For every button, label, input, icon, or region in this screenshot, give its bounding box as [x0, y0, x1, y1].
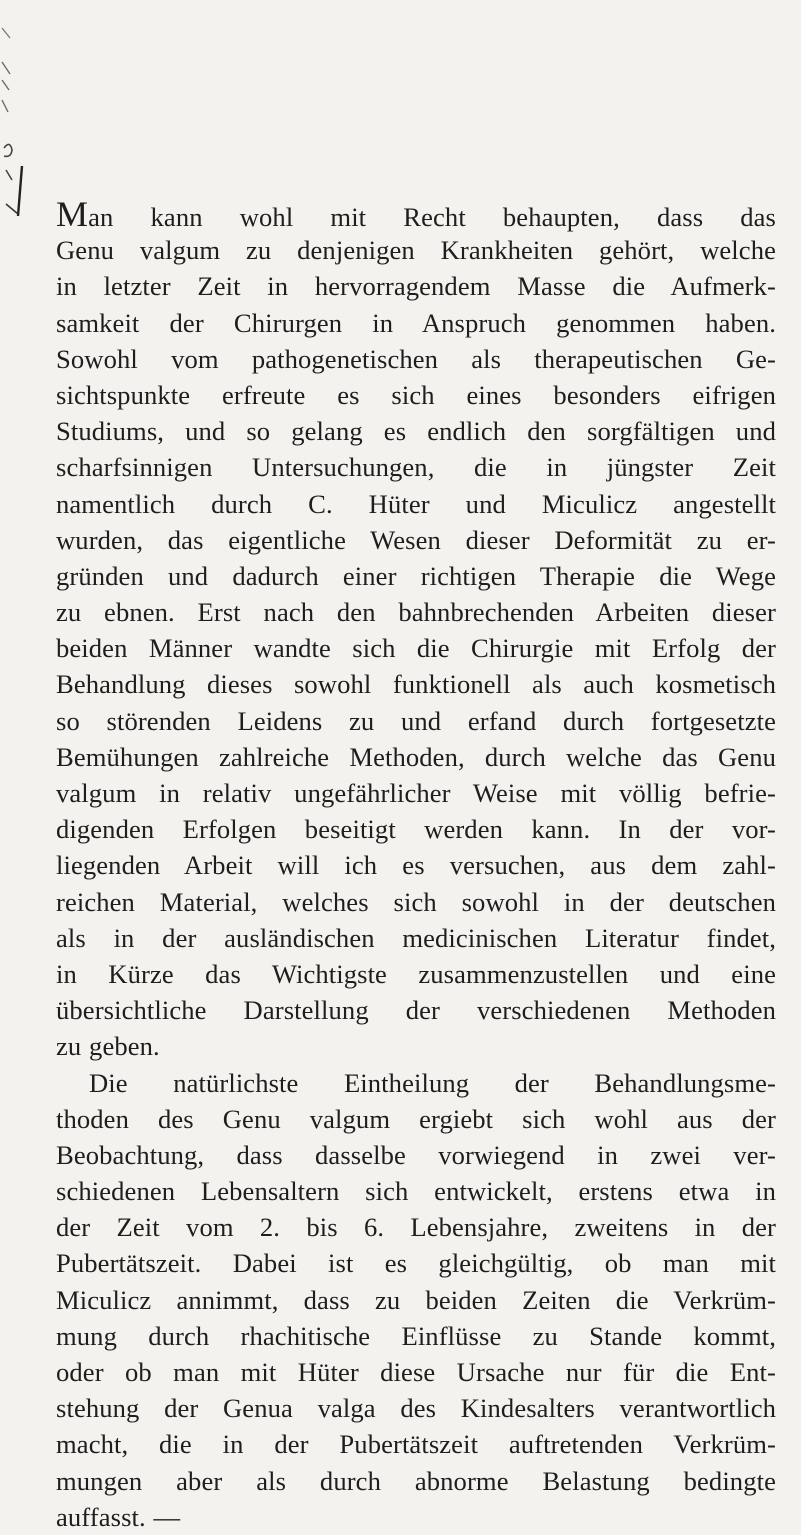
text-line: zu geben. [56, 1031, 160, 1062]
text-line: thoden des Genu valgum ergiebt sich wohl aus der [56, 1103, 776, 1134]
text-line: reichen Material, welches sich sowohl in der deutschen [56, 886, 776, 917]
text-line: Genu valgum zu denjenigen Krankheiten gehört, welche [56, 235, 776, 266]
text-line: in Kürze das Wichtigste zusammenzustellen und eine [56, 958, 776, 989]
text-line: Miculicz annimmt, dass zu beiden Zeiten die Verkrüm- [56, 1284, 776, 1315]
text-line: auffasst. — [56, 1501, 181, 1532]
text-line: Pubertätszeit. Dabei ist es gleichgültig, ob man mit [56, 1248, 776, 1279]
text-line: sichtspunkte erfreute es sich eines besonders eifrigen [56, 379, 776, 410]
scan-mark [6, 170, 12, 180]
text-line: Beobachtung, dass dasselbe vorwiegend in zwei ver- [56, 1139, 776, 1170]
text-line: zu ebnen. Erst nach den bahnbrechenden Arbeiten dieser [56, 597, 776, 628]
text-line: gründen und dadurch einer richtigen Therapie die Wege [56, 560, 776, 591]
scan-mark [2, 80, 9, 90]
scan-mark [6, 204, 18, 214]
text-line: valgum in relativ ungefährlicher Weise mit völlig befrie- [56, 778, 776, 808]
text-line: mungen aber als durch abnorme Belastung bedingte [56, 1465, 776, 1496]
text-line: Studiums, und so gelang es endlich den sorgfältigen und [56, 416, 776, 447]
text-line: liegenden Arbeit will ich es versuchen, aus dem zahl- [56, 850, 776, 881]
text-line: beiden Männer wandte sich die Chirurgie mit Erfolg der [56, 633, 776, 664]
text-line: in letzter Zeit in hervorragendem Masse die Aufmerk- [56, 271, 776, 302]
scan-mark [2, 28, 10, 38]
scan-mark [2, 62, 10, 74]
text-line: macht, die in der Pubertätszeit auftretenden Verkrüm- [56, 1429, 776, 1460]
text-line: Bemühungen zahlreiche Methoden, durch welche das Genu [56, 741, 776, 772]
text-line: übersichtliche Darstellung der verschiedenen Methoden [56, 995, 776, 1026]
text-line: samkeit der Chirurgen in Anspruch genommen haben. [56, 307, 776, 338]
text-line: Behandlung dieses sowohl funktionell als auch kosmetisch [56, 669, 776, 700]
text-line: oder ob man mit Hüter diese Ursache nur für die Ent- [56, 1357, 776, 1387]
text-line: so störenden Leidens zu und erfand durch fortgesetzte [56, 705, 776, 736]
text-line: schiedenen Lebensaltern sich entwickelt, erstens etwa in [56, 1176, 776, 1207]
text-line [56, 196, 776, 232]
text-line: Die natürlichste Eintheilung der Behandlungsme- [89, 1067, 776, 1098]
initial-letter: M [56, 194, 89, 234]
paragraph-2 [56, 1065, 776, 1535]
scan-mark [18, 166, 22, 216]
text-line: stehung der Genua valga des Kindesalters verantwortlich [56, 1393, 776, 1424]
body-text [56, 196, 776, 1535]
text-line: wurden, das eigentliche Wesen dieser Deformität zu er- [56, 524, 776, 555]
text-line: namentlich durch C. Hüter und Miculicz angestellt [56, 488, 776, 519]
text-line: mung durch rhachitische Einflüsse zu Stande kommt, [56, 1320, 776, 1351]
text-line: Sowohl vom pathogenetischen als therapeutischen Ge- [56, 343, 776, 374]
scan-mark [4, 144, 12, 156]
text-line: digenden Erfolgen beseitigt werden kann. In der vor- [56, 814, 776, 845]
scan-mark [2, 100, 8, 112]
paragraph-1 [56, 196, 776, 1065]
text-line: scharfsinnigen Untersuchungen, die in jüngster Zeit [56, 452, 776, 483]
text-line: der Zeit vom 2. bis 6. Lebensjahre, zweitens in der [56, 1212, 776, 1243]
text-line: als in der ausländischen medicinischen Literatur findet, [56, 922, 776, 953]
text-line-content: an kann wohl mit Recht behaupten, dass das [88, 202, 776, 232]
